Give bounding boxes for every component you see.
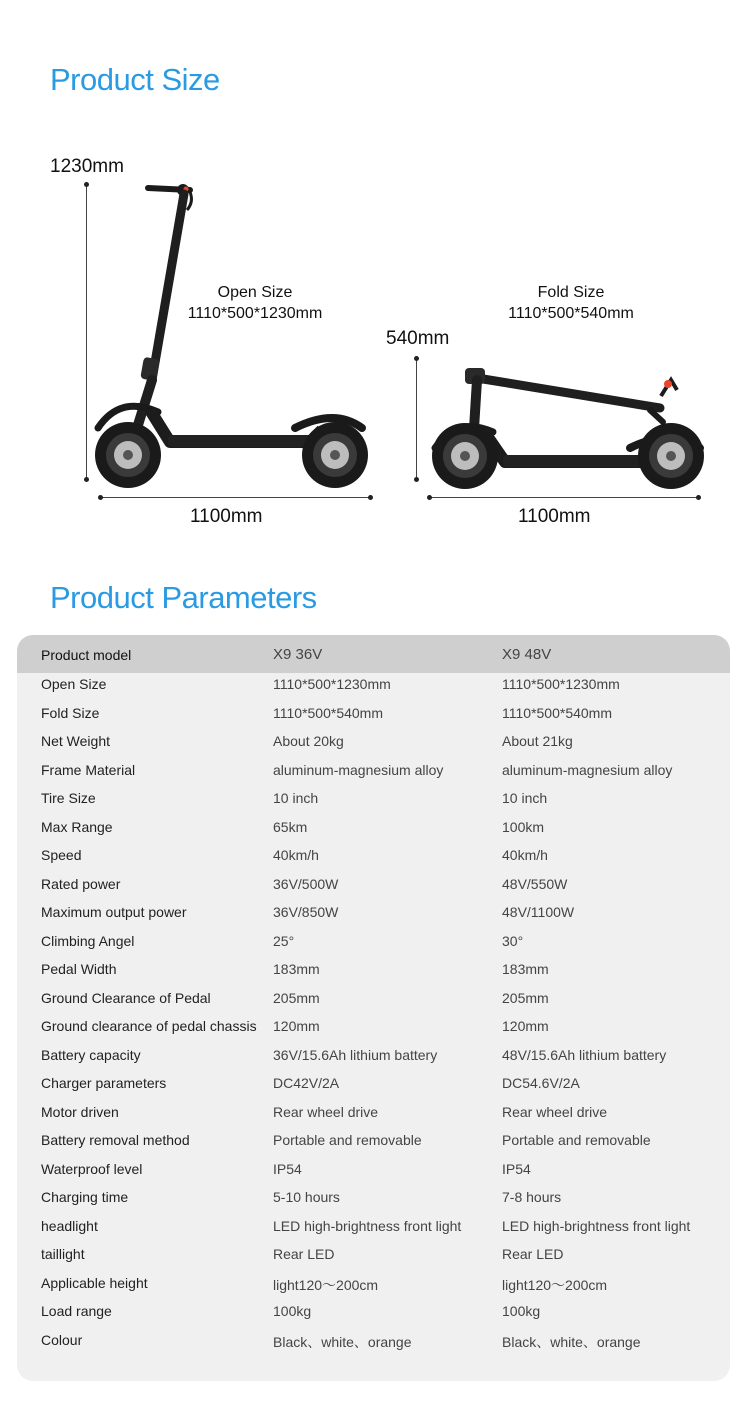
row-value-36v: 100kg bbox=[273, 1303, 312, 1319]
row-label: Charging time bbox=[41, 1189, 129, 1205]
open-height-dot-top bbox=[84, 182, 89, 187]
fold-height-dot-bottom bbox=[414, 477, 419, 482]
row-value-48v: 183mm bbox=[502, 961, 549, 977]
row-value-48v: 40km/h bbox=[502, 847, 548, 863]
row-label: Ground Clearance of Pedal bbox=[41, 989, 211, 1006]
row-value-48v: 205mm bbox=[502, 989, 549, 1006]
row-label: Waterproof level bbox=[41, 1160, 143, 1177]
row-value-48v: 48V/550W bbox=[502, 875, 568, 892]
row-value-36v: DC42V/2A bbox=[273, 1075, 340, 1091]
table-row bbox=[17, 1098, 730, 1126]
table-row bbox=[17, 756, 730, 784]
row-value-48v: 1110*500*540mm bbox=[502, 704, 613, 721]
table-row bbox=[17, 1126, 730, 1154]
parameters-table bbox=[17, 635, 730, 1381]
row-value-36v: 40km/h bbox=[273, 847, 319, 863]
row-label: Maximum output power bbox=[41, 904, 187, 920]
row-value-48v: Rear wheel drive bbox=[502, 1103, 608, 1120]
row-value-48v: 30° bbox=[502, 932, 524, 949]
row-label: headlight bbox=[41, 1217, 98, 1234]
row-value-36v: 10 inch bbox=[273, 790, 319, 806]
row-value-36v: IP54 bbox=[273, 1160, 302, 1177]
row-label: Speed bbox=[41, 847, 82, 863]
row-label: Tire Size bbox=[41, 790, 96, 806]
table-row bbox=[17, 1012, 730, 1040]
row-value-36v: 65km bbox=[273, 818, 308, 835]
header-model-36v: X9 36V bbox=[273, 646, 323, 663]
fold-size-caption-title: Fold Size bbox=[537, 284, 605, 301]
table-row bbox=[17, 1183, 730, 1211]
parameters-table-header bbox=[17, 635, 730, 663]
row-value-48v: LED high-brightness front light bbox=[502, 1217, 691, 1234]
table-row bbox=[17, 1212, 730, 1240]
row-label: Pedal Width bbox=[41, 961, 117, 977]
row-label: Applicable height bbox=[41, 1274, 148, 1291]
table-row bbox=[17, 841, 730, 869]
row-value-36v: 36V/15.6Ah lithium battery bbox=[273, 1046, 438, 1063]
row-value-48v: 100kg bbox=[502, 1303, 541, 1319]
fold-length-dot-right bbox=[696, 495, 701, 500]
open-scooter-image bbox=[90, 180, 380, 495]
table-row bbox=[17, 1041, 730, 1069]
row-label: Charger parameters bbox=[41, 1075, 167, 1091]
row-value-36v: 36V/850W bbox=[273, 904, 339, 920]
row-value-36v: light120～200cm bbox=[273, 1276, 379, 1293]
row-value-36v: aluminum-magnesium alloy bbox=[273, 761, 444, 778]
fold-height-line bbox=[416, 358, 417, 480]
row-label: Net Weight bbox=[41, 733, 110, 749]
table-row bbox=[17, 1069, 730, 1097]
fold-scooter-image bbox=[425, 350, 715, 495]
table-row bbox=[17, 699, 730, 727]
row-value-48v: aluminum-magnesium alloy bbox=[502, 761, 673, 778]
table-row bbox=[17, 727, 730, 755]
row-label: Climbing Angel bbox=[41, 932, 135, 949]
row-value-36v: Portable and removable bbox=[273, 1132, 422, 1148]
row-value-48v: IP54 bbox=[502, 1160, 531, 1177]
row-value-48v: 48V/15.6Ah lithium battery bbox=[502, 1046, 667, 1063]
fold-size-caption bbox=[486, 282, 656, 324]
open-height-line bbox=[86, 184, 87, 480]
row-value-36v: 1110*500*540mm bbox=[273, 704, 384, 721]
row-value-36v: About 20kg bbox=[273, 733, 344, 749]
row-label: Colour bbox=[41, 1331, 83, 1348]
open-size-caption-title: Open Size bbox=[217, 284, 293, 301]
row-label: Fold Size bbox=[41, 704, 100, 721]
row-value-36v: 183mm bbox=[273, 961, 320, 977]
table-row bbox=[17, 955, 730, 983]
row-value-36v: 205mm bbox=[273, 989, 320, 1006]
row-value-36v: 120mm bbox=[273, 1018, 320, 1034]
row-value-48v: Rear LED bbox=[502, 1246, 564, 1262]
row-value-48v: light120～200cm bbox=[502, 1276, 608, 1293]
row-label: Load range bbox=[41, 1303, 112, 1319]
open-length-line bbox=[100, 497, 371, 498]
table-row bbox=[17, 1240, 730, 1268]
row-value-48v: About 21kg bbox=[502, 733, 573, 749]
row-value-48v: DC54.6V/2A bbox=[502, 1075, 580, 1091]
open-length-dot-left bbox=[98, 495, 103, 500]
table-row bbox=[17, 1269, 730, 1297]
row-label: Rated power bbox=[41, 875, 121, 892]
table-row bbox=[17, 870, 730, 898]
open-length-label: 1100mm bbox=[190, 506, 263, 527]
table-row bbox=[17, 670, 730, 698]
header-label: Product model bbox=[41, 647, 132, 663]
table-row bbox=[17, 927, 730, 955]
open-height-label: 1230mm bbox=[50, 156, 124, 177]
row-value-48v: 1110*500*1230mm bbox=[502, 676, 620, 692]
row-label: Open Size bbox=[41, 676, 107, 692]
row-value-48v: 100km bbox=[502, 818, 545, 835]
row-value-48v: 7-8 hours bbox=[502, 1189, 562, 1205]
open-height-dot-bottom bbox=[84, 477, 89, 482]
fold-length-label: 1100mm bbox=[518, 506, 591, 527]
fold-height-dot-top bbox=[414, 356, 419, 361]
row-value-36v: 5-10 hours bbox=[273, 1189, 340, 1205]
table-row bbox=[17, 984, 730, 1012]
row-value-36v: 1110*500*1230mm bbox=[273, 676, 391, 692]
row-value-48v: Portable and removable bbox=[502, 1132, 651, 1148]
product-parameters-title: Product Parameters bbox=[50, 580, 317, 615]
fold-height-label: 540mm bbox=[386, 328, 450, 349]
open-length-dot-right bbox=[368, 495, 373, 500]
table-row bbox=[17, 784, 730, 812]
row-label: taillight bbox=[41, 1246, 85, 1262]
row-value-36v: 25° bbox=[273, 932, 295, 949]
table-row bbox=[17, 813, 730, 841]
table-row bbox=[17, 1326, 730, 1354]
row-value-48v: 10 inch bbox=[502, 790, 548, 806]
row-label: Battery removal method bbox=[41, 1132, 190, 1148]
row-label: Battery capacity bbox=[41, 1046, 141, 1063]
row-label: Ground clearance of pedal chassis bbox=[41, 1018, 257, 1034]
open-size-caption-dims: 1110*500*1230mm bbox=[187, 305, 323, 322]
row-label: Frame Material bbox=[41, 761, 136, 778]
row-value-48v: Black、white、orange bbox=[502, 1333, 641, 1350]
row-value-36v: 36V/500W bbox=[273, 875, 339, 892]
fold-length-line bbox=[429, 497, 699, 498]
row-value-48v: 120mm bbox=[502, 1018, 549, 1034]
table-row bbox=[17, 898, 730, 926]
table-row bbox=[17, 1297, 730, 1325]
header-model-48v: X9 48V bbox=[502, 646, 552, 663]
row-label: Motor driven bbox=[41, 1103, 119, 1120]
table-row bbox=[17, 1155, 730, 1183]
fold-length-dot-left bbox=[427, 495, 432, 500]
row-label: Max Range bbox=[41, 818, 113, 835]
product-size-title: Product Size bbox=[50, 62, 220, 97]
row-value-36v: Rear wheel drive bbox=[273, 1103, 379, 1120]
fold-size-caption-dims: 1110*500*540mm bbox=[508, 305, 634, 322]
row-value-36v: Black、white、orange bbox=[273, 1333, 412, 1350]
row-value-36v: Rear LED bbox=[273, 1246, 335, 1262]
row-value-36v: LED high-brightness front light bbox=[273, 1217, 462, 1234]
row-value-48v: 48V/1100W bbox=[502, 904, 575, 920]
